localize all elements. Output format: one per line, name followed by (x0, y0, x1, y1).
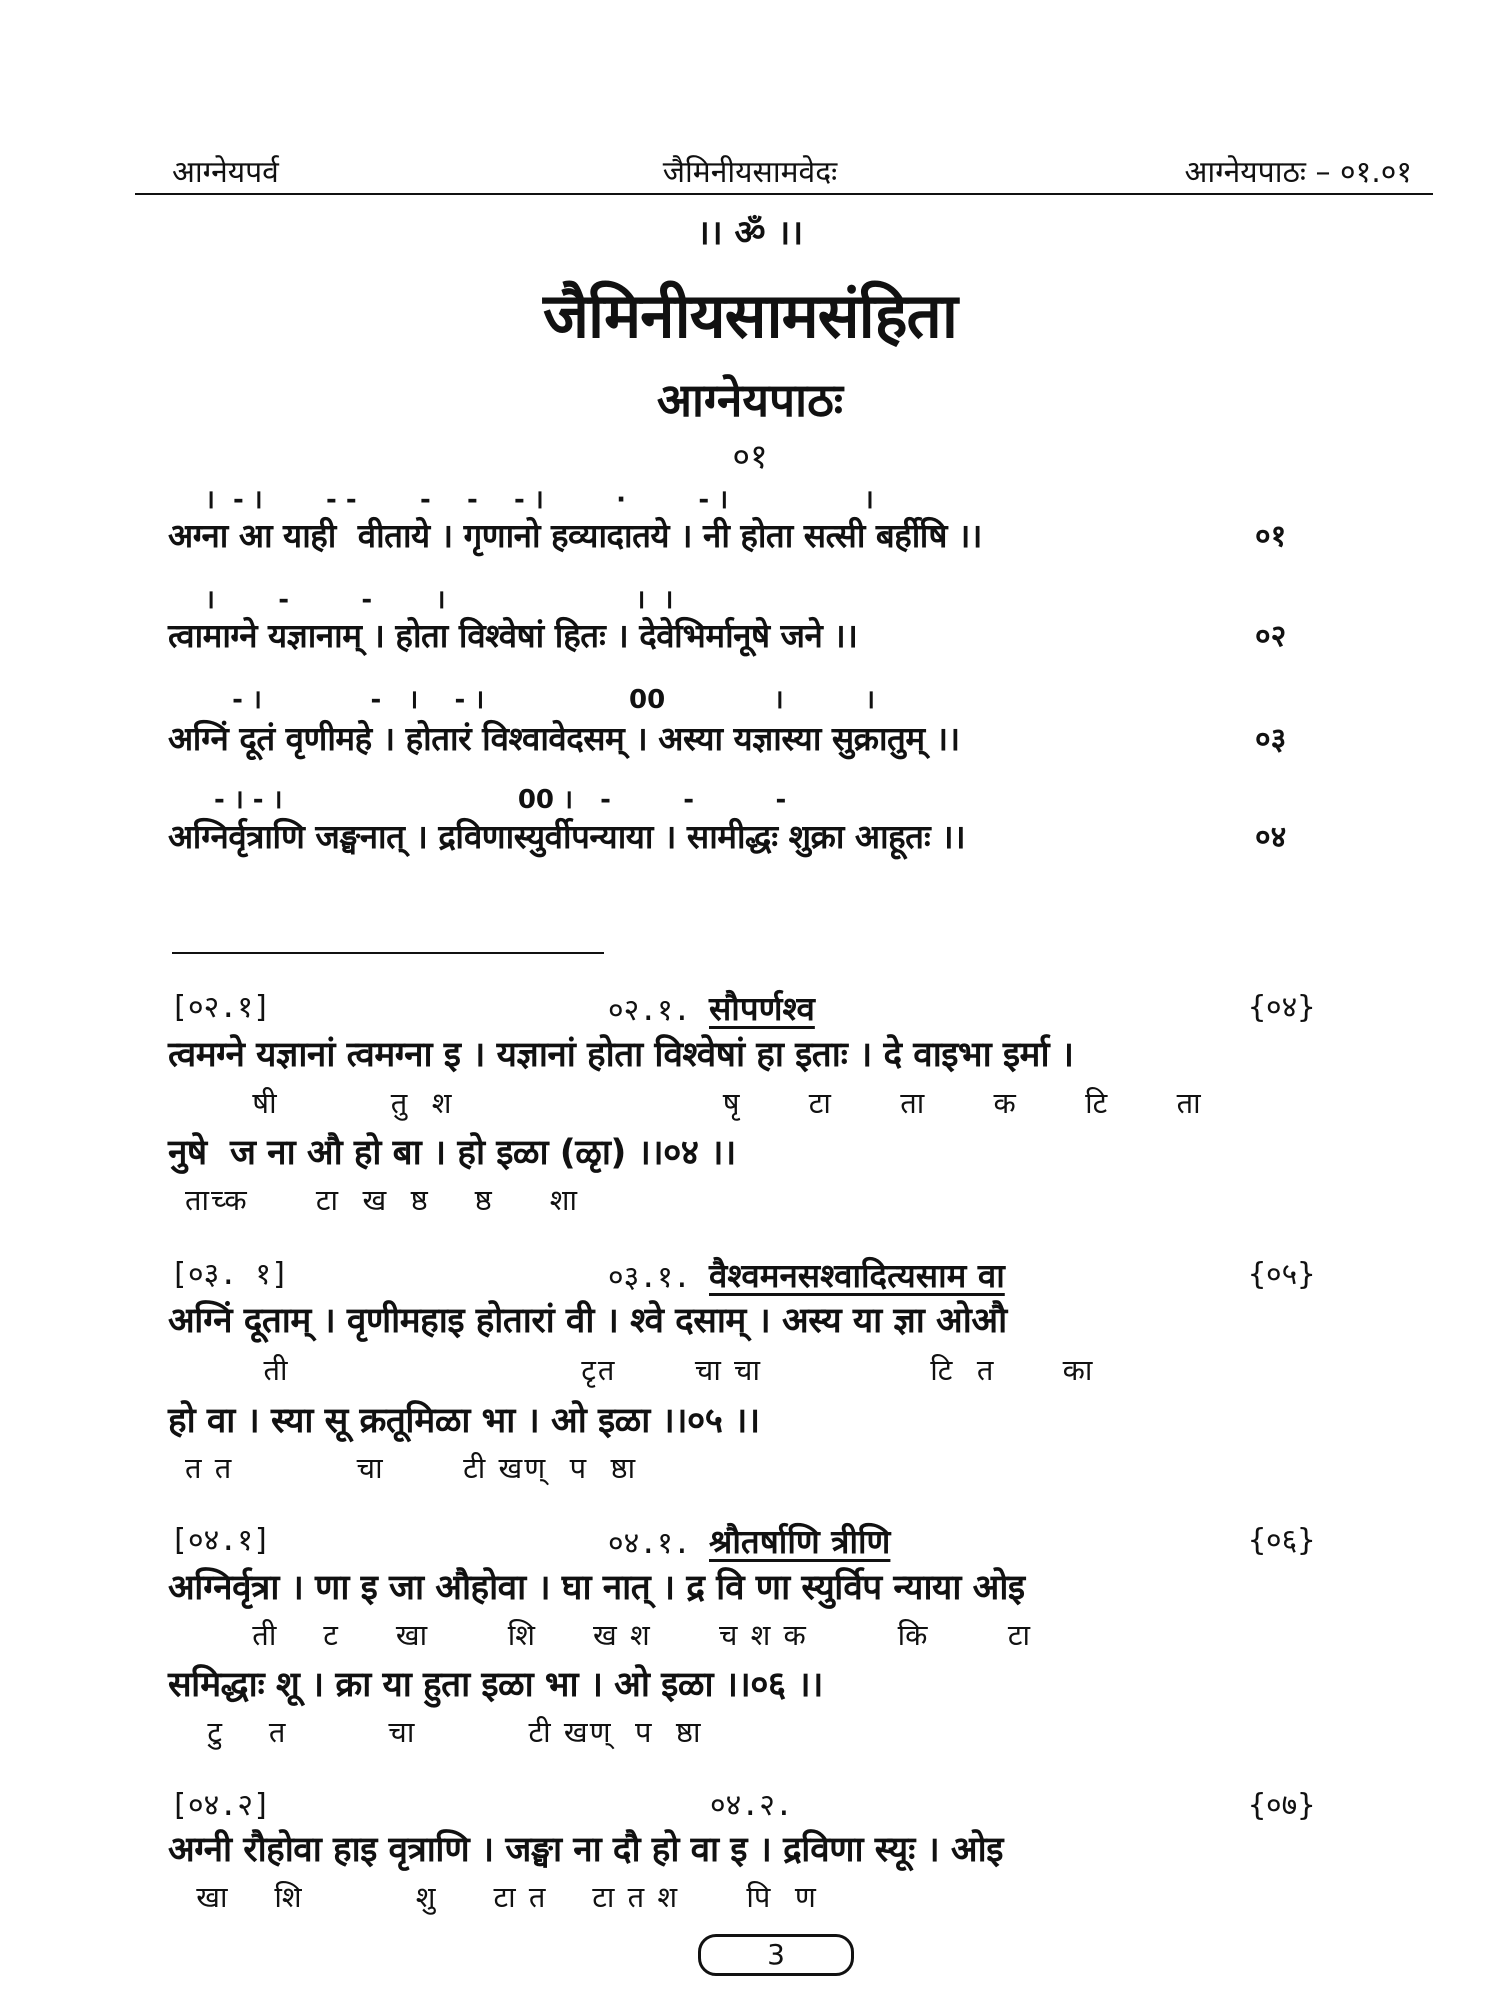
verse-number: ०३ (1255, 722, 1287, 757)
gana-heading (608, 985, 815, 1030)
header-center: जैमिनीयसामवेदः (662, 155, 838, 190)
gana-ref-left: [०४.१] (170, 1523, 271, 1558)
section-number: ०१ (732, 437, 768, 477)
gana-number: ०४.२. (710, 1788, 793, 1823)
gana-name: वैश्वमनसश्वादित्यसाम वा (709, 1256, 1005, 1295)
verse-number: ०१ (1255, 519, 1287, 554)
gana-number: ०३.१. (608, 1260, 691, 1295)
gana-notation: ती ट खा शि ख श च श क कि टा (185, 1618, 1033, 1652)
header-rule (135, 193, 1433, 195)
header-left: आग्नेयपर्व (172, 155, 279, 190)
footnote-rule (172, 952, 604, 954)
gana-ref-left: [०३. १] (170, 1257, 290, 1292)
gana-number: ०४.१. (608, 1526, 691, 1561)
gana-notation: षी तु श षृ टा ता क टि ता (185, 1086, 1203, 1120)
verse-accent-marks: । - - । । । (205, 585, 674, 615)
verse-text: त्वामाग्ने यज्ञानाम् । होता विश्वेषां हितः । देवेभिर्मानूषे जने ।। (168, 616, 858, 655)
gana-number: ०२.१. (608, 993, 691, 1028)
gana-notation: ताच्क टा ख ष्ठ ष्ठ शा (185, 1183, 579, 1217)
verse-number: ०२ (1255, 619, 1287, 654)
gana-ref-right: {०७} (1248, 1788, 1316, 1823)
gana-notation: ती टृत चा चा टि त का (185, 1353, 1095, 1387)
verse-accent-marks: । - । - - - - - । · - । । (205, 485, 874, 515)
gana-line: अग्निं दूताम् । वृणीमहाइ होतारां वी । श्वे दसाम् । अस्य या ज्ञा ओऔ (168, 1301, 1007, 1341)
gana-notation: टु त चा टी खण् प ष्ठा (185, 1715, 703, 1749)
verse-number: ०४ (1255, 820, 1287, 855)
gana-line: त्वमग्ने यज्ञानां त्वमग्ना इ । यज्ञानां होता विश्वेषां हा इताः । दे वाइभा इर्मा । (168, 1035, 1074, 1075)
page-number: 3 (698, 1934, 854, 1976)
verse-text: अग्निं दूतं वृणीमहे । होतारं विश्वावेदसम् । अस्या यज्ञास्या सुक्रातुम् ।। (168, 719, 960, 758)
gana-heading (608, 1518, 890, 1563)
verse-accent-marks: - । - । - । 00 । । (205, 685, 875, 715)
page-subtitle: आग्नेयपाठः (656, 373, 844, 427)
gana-ref-right: {०६} (1248, 1523, 1316, 1558)
gana-line: अग्निर्वृत्रा । णा इ जा औहोवा । घा नात् । द्र वि णा स्युर्विप न्याया ओइ (168, 1568, 1025, 1608)
verse-text: अग्ना आ याही वीताये । गृणानो हव्यादातये । नी होता सत्सी बर्हीषि ।। (168, 516, 982, 555)
om-invocation: ।। ॐ ।। (696, 213, 804, 253)
gana-name: सौपर्णश्व (709, 989, 815, 1028)
gana-name: श्रौतर्षाणि त्रीणि (709, 1522, 891, 1561)
gana-line: नुषे ज ना औ हो बा । हो इळा (ळृा) ।।०४ ।। (168, 1133, 736, 1173)
page-title: जैमिनीयसामसंहिता (543, 279, 957, 352)
verse-accent-marks: - । - । 00 । - - - (205, 785, 787, 815)
gana-notation: त त चा टी खण् प ष्ठा (185, 1451, 638, 1485)
gana-ref-left: [०४.२] (170, 1788, 271, 1823)
gana-line: हो वा । स्या सू क्रतूमिळा भा । ओ इळा ।।०५ ।। (168, 1401, 760, 1441)
gana-line: समिद्धाः शू । क्रा या हुता इळा भा । ओ इळा ।।०६ ।। (168, 1665, 823, 1705)
gana-line: अग्नी रौहोवा हाइ वृत्राणि । जङ्घा ना दौ हो वा इ । द्रविणा स्यूः । ओइ (168, 1830, 1003, 1870)
verse-text: अग्निर्वृत्राणि जङ्घनात् । द्रविणास्युर्वीपन्याया । सामीद्धः शुक्रा आहूतः ।। (168, 817, 966, 856)
gana-notation: खा शि शु टा त टा त श पि ण (185, 1880, 818, 1914)
header-right: आग्नेयपाठः – ०१.०१ (1184, 155, 1412, 190)
gana-ref-right: {०५} (1248, 1257, 1316, 1292)
gana-ref-right: {०४} (1248, 990, 1316, 1025)
gana-ref-left: [०२.१] (170, 990, 271, 1025)
gana-heading (608, 1252, 1005, 1297)
